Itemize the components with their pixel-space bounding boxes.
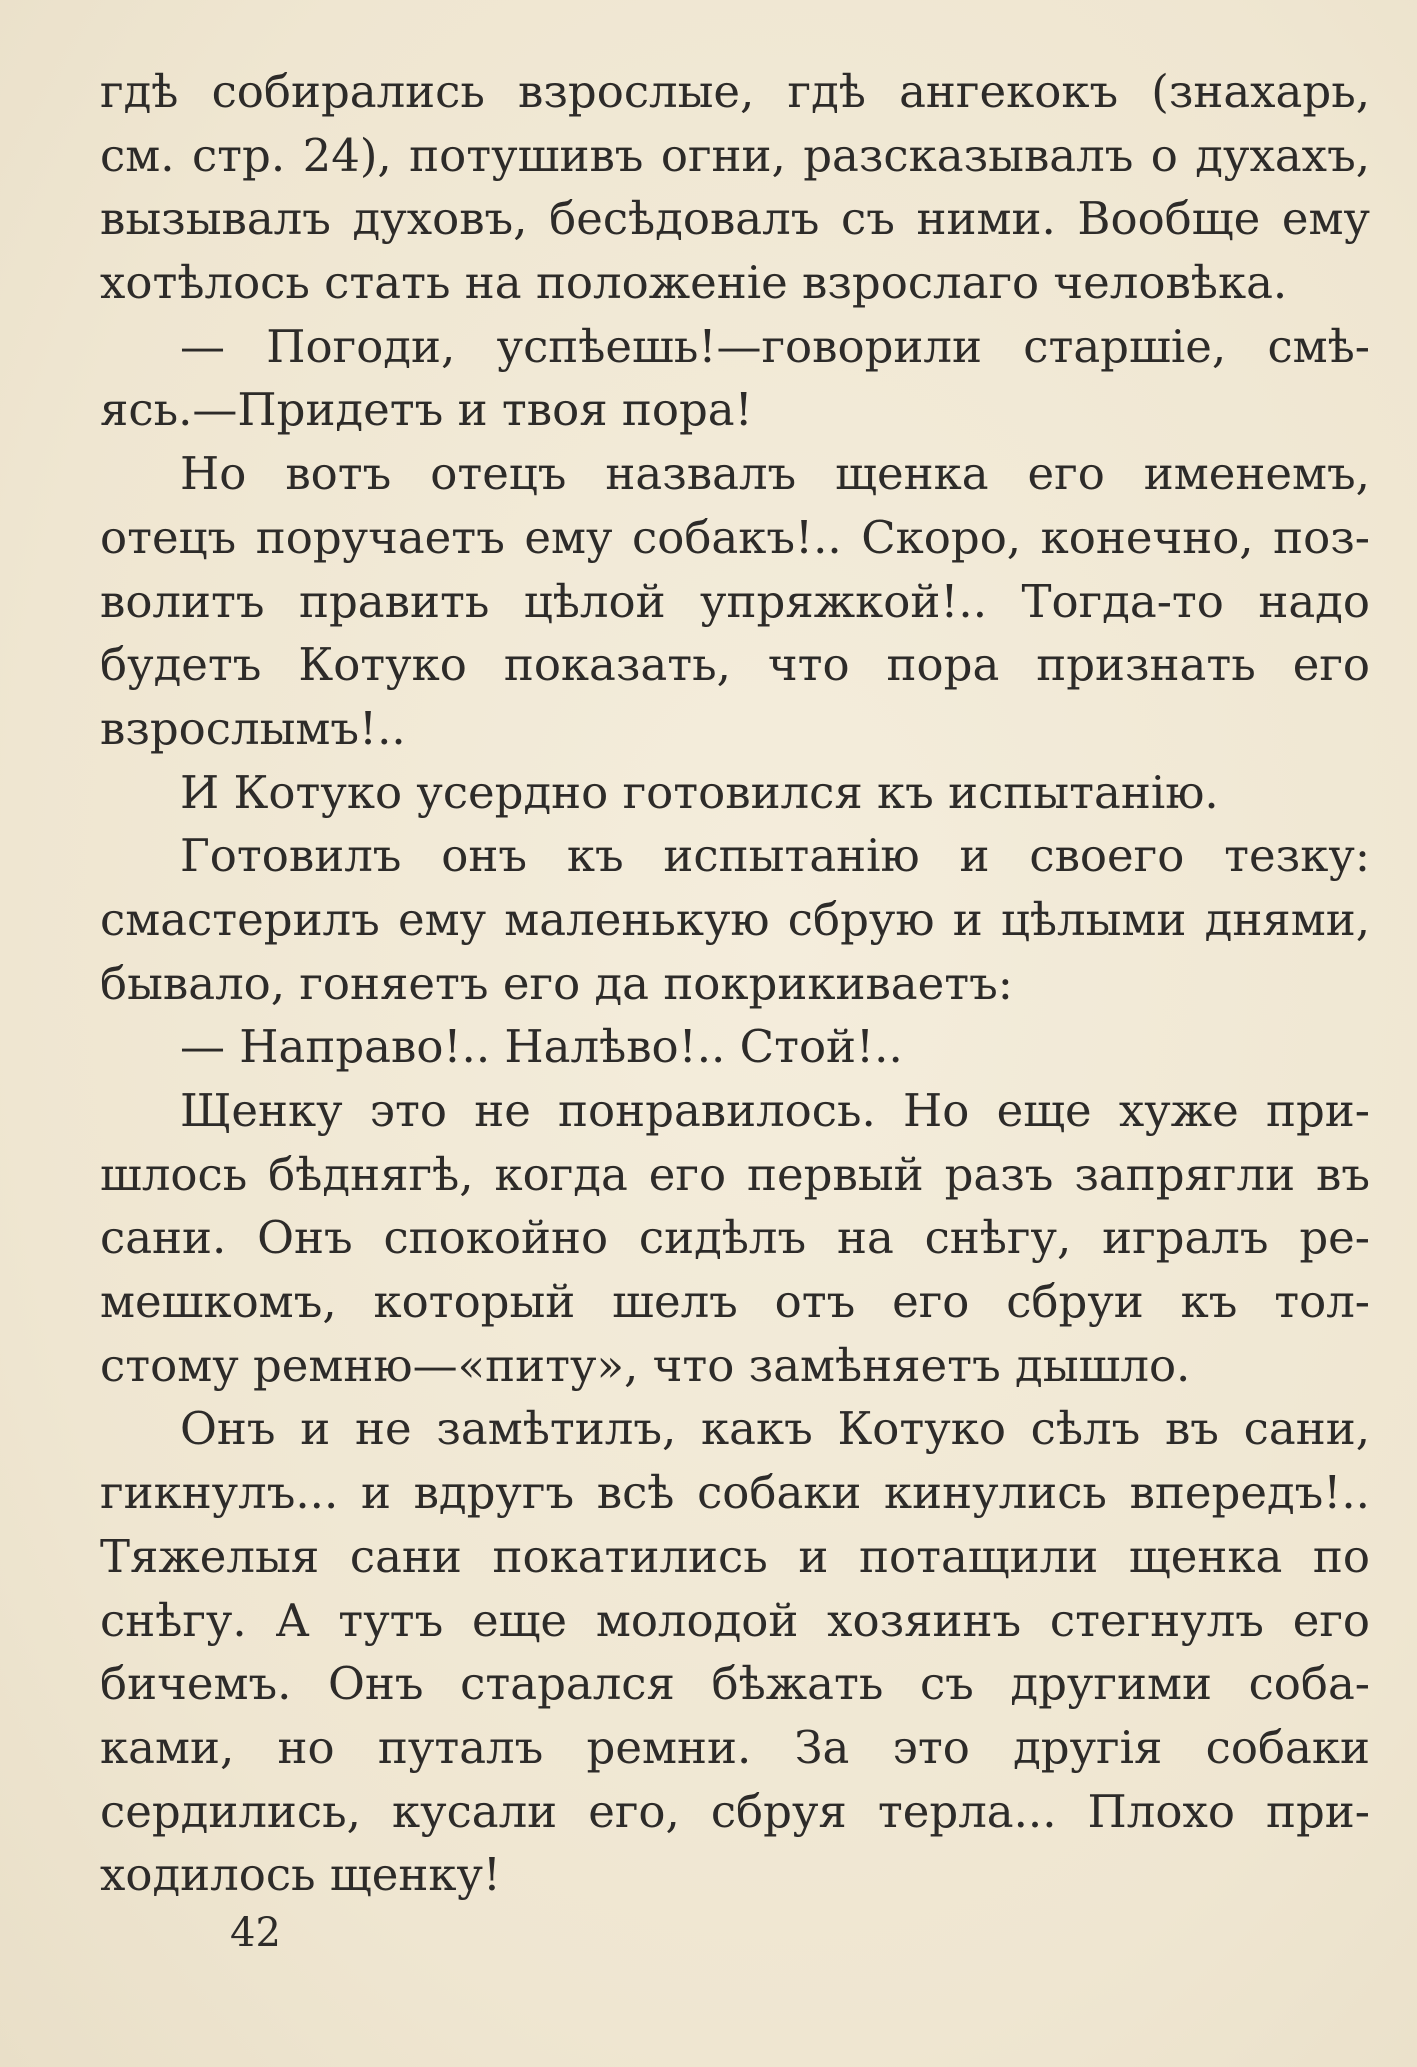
- text-line: бичемъ. Онъ старался бѣжать съ другими соба-: [100, 1657, 1370, 1711]
- text-line: сани. Онъ спокойно сидѣлъ на снѣгу, игралъ ре-: [100, 1211, 1370, 1265]
- text-line: хотѣлось стать на положеніе взрослаго человѣка.: [100, 256, 1288, 310]
- text-line: гикнулъ... и вдругъ всѣ собаки кинулись впередъ!..: [100, 1466, 1370, 1520]
- text-line: вызывалъ духовъ, бесѣдовалъ съ ними. Вообще ему: [100, 192, 1370, 246]
- text-line: — Погоди, успѣешь!—говорили старшіе, смѣ-: [180, 319, 1370, 373]
- text-line: Онъ и не замѣтилъ, какъ Котуко сѣлъ въ сани,: [180, 1402, 1370, 1456]
- text-line: см. стр. 24), потушивъ огни, разсказывалъ о духахъ,: [100, 128, 1370, 182]
- text-line: шлось бѣднягѣ, когда его первый разъ запрягли въ: [100, 1147, 1370, 1201]
- text-line: Но вотъ отецъ назвалъ щенка его именемъ,: [180, 447, 1370, 501]
- text-line: гдѣ собирались взрослые, гдѣ ангекокъ (знахарь,: [100, 65, 1370, 118]
- text-line: будетъ Котуко показать, что пора признать его: [100, 638, 1370, 692]
- text-line: ходилось щенку!: [100, 1848, 502, 1902]
- text-line: — Направо!.. Налѣво!.. Стой!..: [180, 1020, 903, 1074]
- page-number: 42: [230, 1910, 281, 1956]
- text-line: Тяжелыя сани покатились и потащили щенка по: [100, 1529, 1370, 1583]
- text-line: мешкомъ, который шелъ отъ его сбруи къ тол-: [100, 1275, 1370, 1329]
- text-line: ясь.—Придетъ и твоя пора!: [100, 383, 753, 437]
- text-line: смастерилъ ему маленькую сбрую и цѣлыми днями,: [100, 892, 1370, 946]
- text-line: ками, но путалъ ремни. За это другія собаки: [100, 1720, 1370, 1774]
- text-line: сердились, кусали его, сбруя терла... Плохо при-: [100, 1784, 1370, 1838]
- text-line: волитъ править цѣлой упряжкой!.. Тогда-то надо: [100, 574, 1370, 628]
- text-line: Готовилъ онъ къ испытанію и своего тезку:: [180, 829, 1370, 883]
- text-line: взрослымъ!..: [100, 701, 406, 755]
- text-line: И Котуко усердно готовился къ испытанію.: [180, 765, 1219, 819]
- text-line: Щенку это не понравилось. Но еще хуже при-: [180, 1084, 1370, 1137]
- text-line: бывало, гоняетъ его да покрикиваетъ:: [100, 956, 1013, 1010]
- text-line: стому ремню—«питу», что замѣняетъ дышло.: [100, 1338, 1191, 1392]
- text-line: отецъ поручаетъ ему собакъ!.. Скоро, конечно, поз-: [100, 510, 1370, 564]
- text-line: снѣгу. А тутъ еще молодой хозяинъ стегнулъ его: [100, 1593, 1370, 1647]
- body-text: [100, 60, 1370, 1907]
